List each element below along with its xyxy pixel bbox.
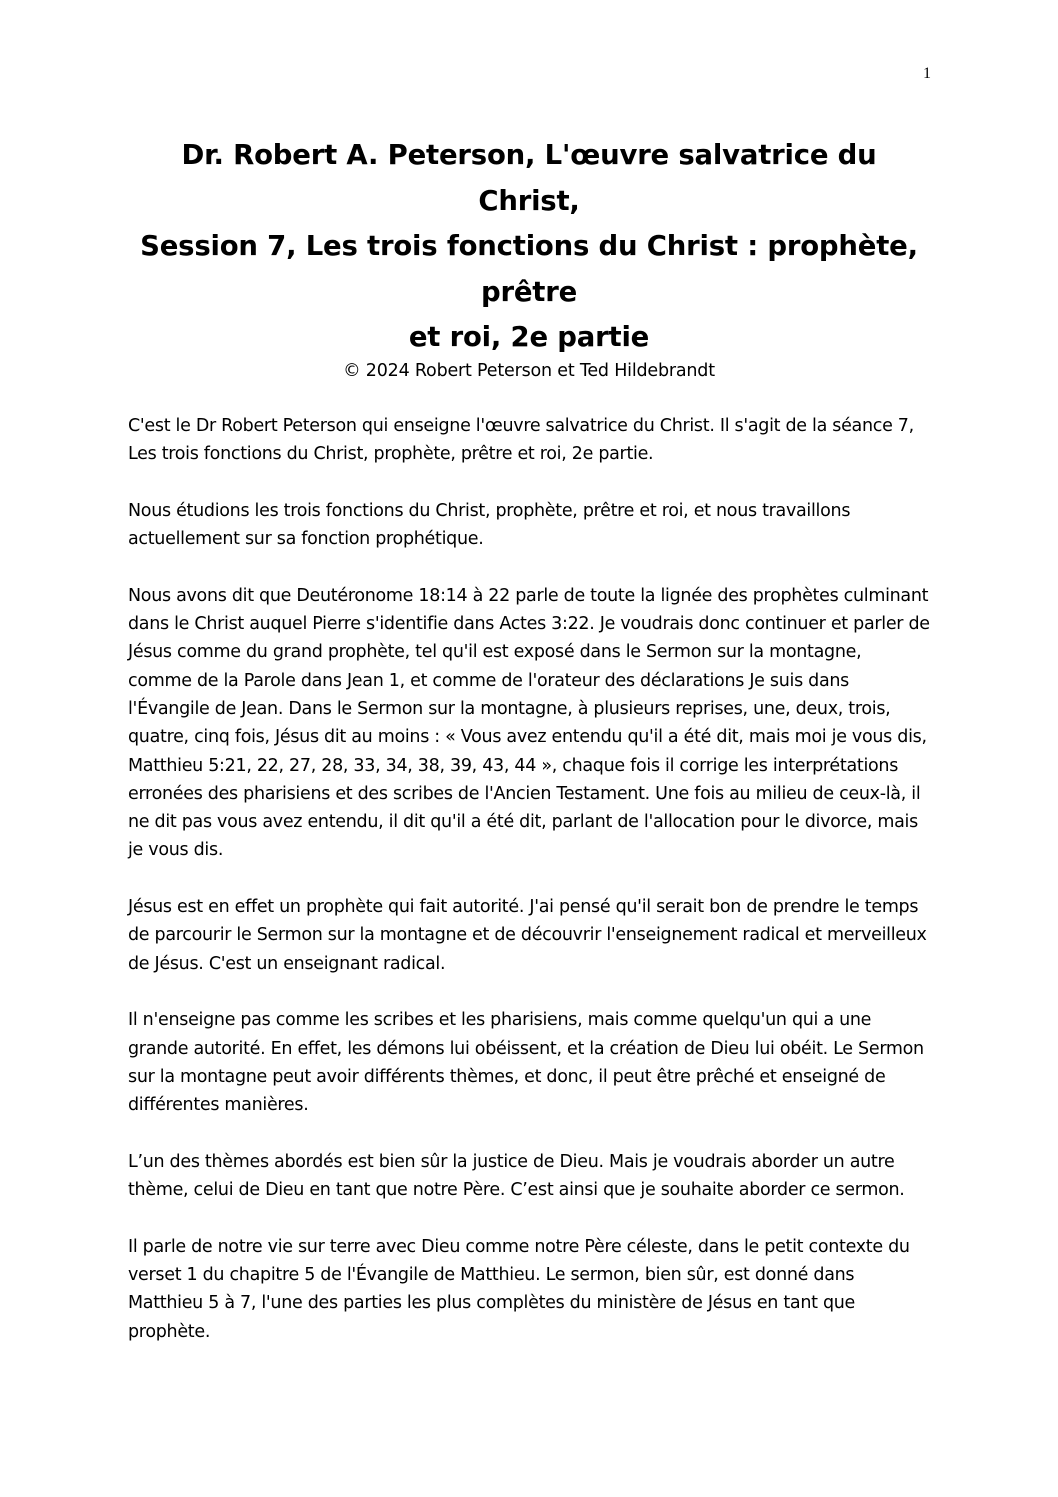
copyright-notice: © 2024 Robert Peterson et Ted Hildebrandt xyxy=(343,361,715,381)
paragraph: L’un des thèmes abordés est bien sûr la justice de Dieu. Mais je voudrais aborder un autre thème, celui de Dieu en tant que notre Père. C’est ainsi que je souhaite aborder ce sermon. xyxy=(128,1151,905,1201)
page-number: 1 xyxy=(923,65,931,82)
paragraph: C'est le Dr Robert Peterson qui enseigne l'œuvre salvatrice du Christ. Il s'agit de la séance 7, Les trois fonctions du Christ, prophète, prêtre et roi, 2e partie. xyxy=(128,416,914,465)
document-body xyxy=(128,412,930,1374)
title-line: et roi, 2e partie xyxy=(408,321,650,353)
paragraph: Il parle de notre vie sur terre avec Dieu comme notre Père céleste, dans le petit contexte du verset 1 du chapitre 5 de l'Évangile de Matthieu. Le sermon, bien sûr, est donné dans Matthieu 5 à 7, l'une des parties les plus complètes du ministère de Jésus en tant que prophète. xyxy=(128,1236,910,1342)
document-title xyxy=(128,133,930,361)
title-line: Dr. Robert A. Peterson, L'œuvre salvatrice du xyxy=(181,139,877,171)
paragraph: Il n'enseigne pas comme les scribes et les pharisiens, mais comme quelqu'un qui a une grande autorité. En effet, les démons lui obéissent, et la création de Dieu lui obéit. Le Sermon sur la montagne peut avoir différents thèmes, et donc, il peut être prêché et enseigné de différentes manières. xyxy=(128,1010,924,1116)
title-line: prêtre xyxy=(480,275,578,308)
paragraph: Nous étudions les trois fonctions du Christ, prophète, prêtre et roi, et nous travaillons actuellement sur sa fonction prophétique. xyxy=(128,500,851,550)
title-line: Christ, xyxy=(478,184,580,217)
paragraph: Jésus est en effet un prophète qui fait autorité. J'ai pensé qu'il serait bon de prendre le temps de parcourir le Sermon sur la montagne et de découvrir l'enseignement radical et merveilleux de Jésus. C'est un enseignant radical. xyxy=(128,897,927,974)
paragraph: Nous avons dit que Deutéronome 18:14 à 22 parle de toute la lignée des prophètes culminant dans le Christ auquel Pierre s'identifie dans Actes 3:22. Je voudrais donc continuer et parler de Jésus comme du grand prophète, tel qu'il est exposé dans le Sermon sur la montagne, comme de la Parole dans Jean 1, et comme de l'orateur des déclarations Je suis dans l'Évangile de Jean. Dans le Sermon sur la montagne, à plusieurs reprises, une, deux, trois, quatre, cinq fois, Jésus dit au moins : « Vous avez entendu qu'il a été dit, mais moi je vous dis, Matthieu 5:21, 22, 27, 28, 33, 34, 38, 39, 43, 44 », chaque fois il corrige les interprétations erronées des pharisiens et des scribes de l'Ancien Testament. Une fois au milieu de ceux-là, il ne dit pas vous avez entendu, il dit qu'il a été dit, parlant de l'allocation pour le divorce, mais je vous dis. xyxy=(128,585,930,861)
title-line: Session 7, Les trois fonctions du Christ : prophète, xyxy=(140,230,918,262)
